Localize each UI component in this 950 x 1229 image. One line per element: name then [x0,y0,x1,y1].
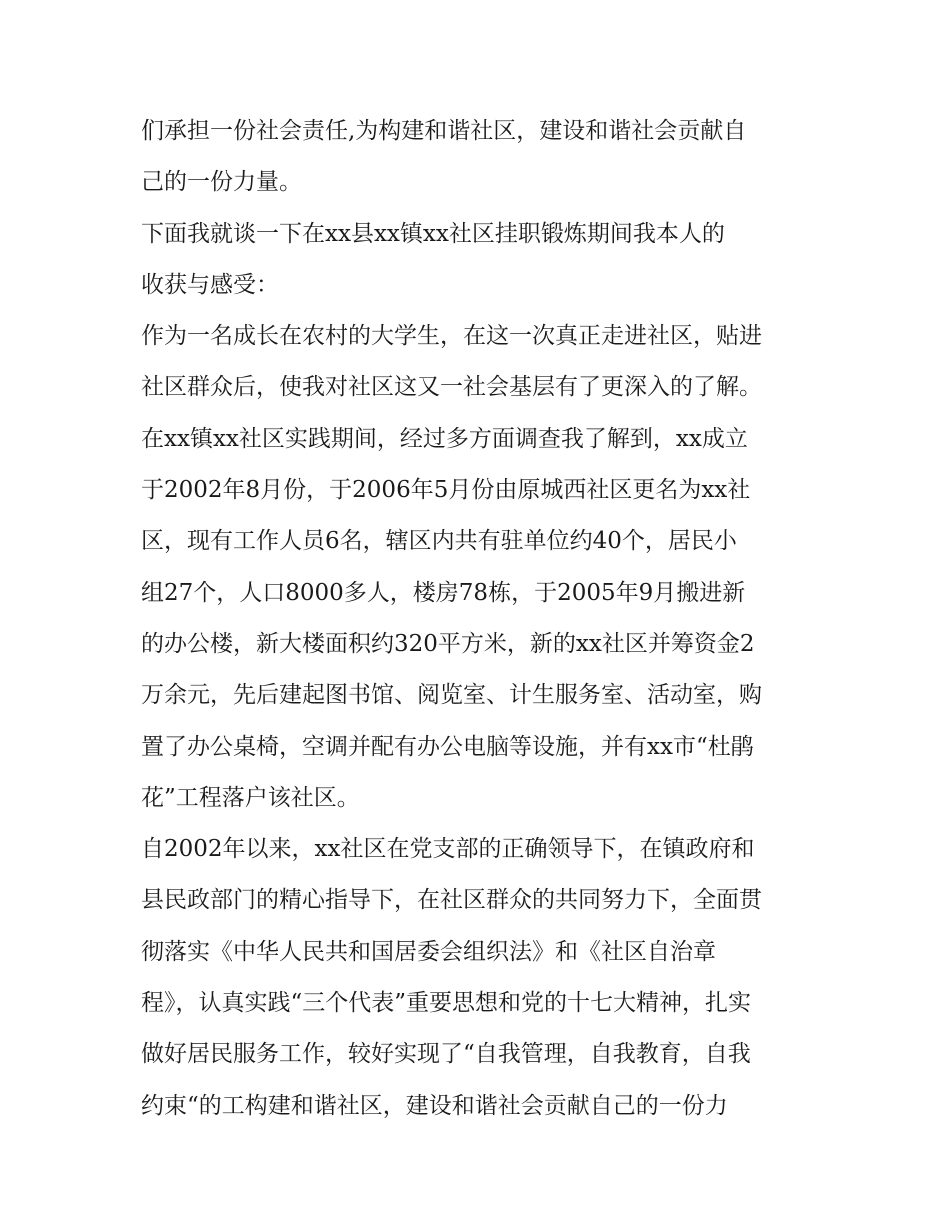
body-text [141,106,821,1132]
text-line: 社区群众后，使我对社区这又一社会基层有了更深入的了解。 [141,374,762,401]
text-line: 彻落实《中华人民共和国居委会组织法》和《社区自治章 [141,938,716,965]
text-line: 县民政部门的精心指导下，在社区群众的共同努力下，全面贯 [141,887,762,914]
text-line: 下面我就谈一下在xx县xx镇xx社区挂职锻炼期间我本人的 [141,220,725,247]
text-line: 万余元，先后建起图书馆、阅览室、计生服务室、活动室，购 [141,682,762,709]
text-line: 在xx镇xx社区实践期间，经过多方面调查我了解到，xx成立 [141,425,748,452]
text-line: 自2002年以来，xx社区在党支部的正确领导下，在镇政府和 [141,836,755,863]
text-line: 置了办公桌椅，空调并配有办公电脑等设施，并有xx市“杜鹃 [141,733,754,760]
text-line: 花”工程落户该社区。 [141,784,360,811]
text-line: 的办公楼，新大楼面积约320平方米，新的xx社区并筹资金2 [141,630,755,657]
text-line: 作为一名成长在农村的大学生，在这一次真正走进社区，贴进 [141,323,762,350]
text-line: 收获与感受： [141,271,279,298]
text-line: 组27个，人口8000多人，楼房78栋，于2005年9月搬进新 [141,579,746,606]
text-line: 己的一份力量。 [141,169,302,196]
text-line: 于2002年8月份，于2006年5月份由原城西社区更名为xx社 [141,477,751,504]
text-line: 们承担一份社会责任,为构建和谐社区，建设和谐社会贡献自 [141,118,747,144]
text-line: 程》，认真实践“三个代表”重要思想和党的十七大精神，扎实 [141,990,752,1017]
text-line: 区，现有工作人员6名，辖区内共有驻单位约40个，居民小 [141,528,737,555]
text-line: 约束“的工构建和谐社区，建设和谐社会贡献自己的一份力 [141,1092,728,1119]
text-line: 做好居民服务工作，较好实现了“自我管理，自我教育，自我 [141,1041,751,1068]
